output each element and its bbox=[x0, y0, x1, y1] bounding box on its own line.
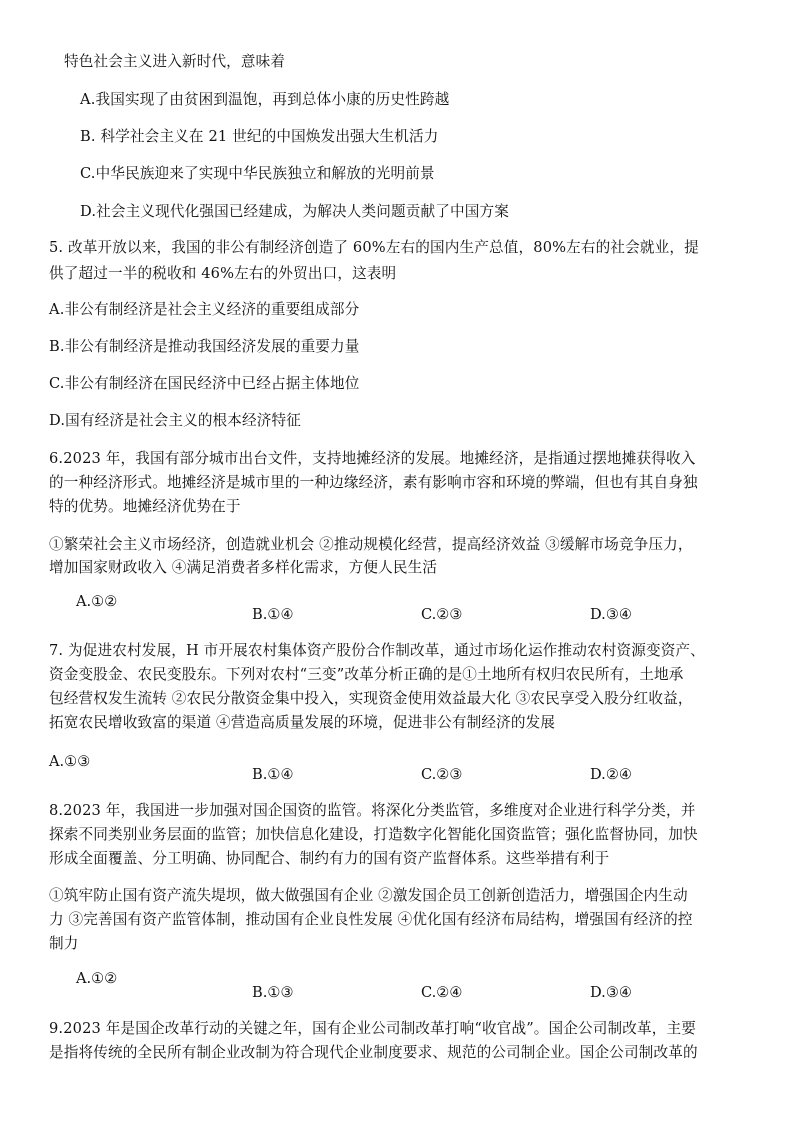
q6-stem-line: 的一种经济形式。地摊经济是城市里的一种边缘经济，素有影响市容和环境的弊端，但也有其自身独 bbox=[49, 474, 698, 491]
q5-option-c: C.非公有制经济在国民经济中已经占据主体地位 bbox=[49, 375, 360, 392]
q6-stem-line: 特的优势。地摊经济优势在于 bbox=[49, 498, 241, 515]
q9-stem-line: 9.2023 年是国企改革行动的关键之年，国有企业公司制改革打响“收官战”。国企公司制改革，主要 bbox=[49, 1020, 696, 1037]
q6-choice-c: C.②③ bbox=[421, 606, 463, 623]
q8-choice-b: B.①③ bbox=[252, 984, 294, 1001]
q5-stem-line: 供了超过一半的税收和 46%左右的外贸出口，这表明 bbox=[49, 265, 397, 282]
q7-choice-c: C.②③ bbox=[421, 766, 463, 783]
q7-stem-line: 资金变股金、农民变股东。下列对农村“三变”改革分析正确的是①土地所有权归农民所有，土地承 bbox=[49, 666, 684, 683]
q5-option-b: B.非公有制经济是推动我国经济发展的重要力量 bbox=[49, 338, 360, 355]
q5-option-a: A.非公有制经济是社会主义经济的重要组成部分 bbox=[49, 301, 360, 318]
q4-option-a: A.我国实现了由贫困到温饱，再到总体小康的历史性跨越 bbox=[80, 91, 450, 108]
q8-item-line: ①筑牢防止国有资产流失堤坝，做大做强国有企业 ②激发国企员工创新创造活力，增强国企内生动 bbox=[49, 887, 688, 904]
q8-choice-a: A.①② bbox=[76, 970, 118, 987]
q8-choice-d: D.③④ bbox=[590, 984, 632, 1001]
q8-choice-c: C.②④ bbox=[421, 984, 463, 1001]
q8-stem-line: 8.2023 年，我国进一步加强对国企国资的监管。将深化分类监管，多维度对企业进行科学分类，并 bbox=[49, 802, 696, 819]
q7-stem-line: 包经营权发生流转 ②农民分散资金集中投入，实现资金使用效益最大化 ③农民享受入股分红收益， bbox=[49, 690, 693, 707]
q4-option-b: B. 科学社会主义在 21 世纪的中国焕发出强大生机活力 bbox=[80, 128, 439, 145]
q8-item-line: 力 ③完善国有资产监管体制，推动国有企业良性发展 ④优化国有经济布局结构，增强国有经济的控 bbox=[49, 911, 693, 928]
q7-choice-d: D.②④ bbox=[590, 766, 632, 783]
q4-option-d: D.社会主义现代化强国已经建成，为解决人类问题贡献了中国方案 bbox=[80, 203, 509, 220]
q4-stem-tail: 特色社会主义进入新时代，意味着 bbox=[64, 53, 286, 70]
q8-stem-line: 形成全面覆盖、分工明确、协同配合、制约有力的国有资产监督体系。这些举措有利于 bbox=[49, 850, 610, 867]
q7-stem-line: 7. 为促进农村发展，H 市开展农村集体资产股份合作制改革，通过市场化运作推动农村资源变资产、 bbox=[49, 642, 705, 659]
q6-item-line: ①繁荣社会主义市场经济，创造就业机会 ②推动规模化经营，提高经济效益 ③缓解市场竞争压力， bbox=[49, 536, 693, 553]
q6-choice-d: D.③④ bbox=[590, 606, 632, 623]
q6-choice-a: A.①② bbox=[76, 593, 118, 610]
q6-choice-b: B.①④ bbox=[252, 606, 294, 623]
q7-stem-line: 拓宽农民增收致富的渠道 ④营造高质量发展的环境，促进非公有制经济的发展 bbox=[49, 714, 556, 731]
q5-stem-line: 5. 改革开放以来，我国的非公有制经济创造了 60%左右的国内生产总值，80%左右的社会就业，提 bbox=[49, 239, 699, 256]
q8-item-line: 制力 bbox=[49, 935, 79, 952]
q6-item-line: 增加国家财政收入 ④满足消费者多样化需求，方便人民生活 bbox=[49, 559, 438, 576]
q9-stem-line: 是指将传统的全民所有制企业改制为符合现代企业制度要求、规范的公司制企业。国企公司制改革的 bbox=[49, 1044, 698, 1061]
q5-option-d: D.国有经济是社会主义的根本经济特征 bbox=[49, 412, 302, 429]
q8-stem-line: 探索不同类别业务层面的监管；加快信息化建设，打造数字化智能化国资监管；强化监督协同，加快 bbox=[49, 826, 698, 843]
q7-choice-a: A.①③ bbox=[49, 753, 91, 770]
q4-option-c: C.中华民族迎来了实现中华民族独立和解放的光明前景 bbox=[80, 165, 435, 182]
q6-stem-line: 6.2023 年，我国有部分城市出台文件，支持地摊经济的发展。地摊经济，是指通过摆地摊获得收入 bbox=[49, 450, 696, 467]
q7-choice-b: B.①④ bbox=[252, 766, 294, 783]
